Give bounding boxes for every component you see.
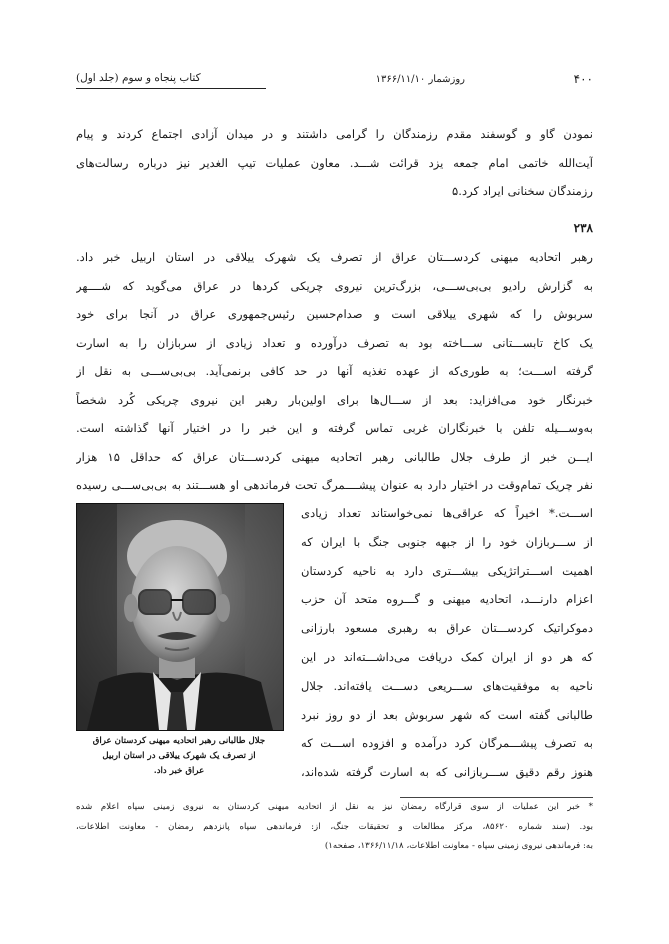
- paragraph-2: [76, 243, 593, 500]
- header-rule: [76, 88, 266, 89]
- footnote: [76, 798, 593, 857]
- text-line: طالبانی گفته است که شهر سربوش بعد از دو روز نبرد: [301, 707, 593, 722]
- text-line: نمودن گاو و گوسفند مقدم رزمندگان را گرامی داشتند و در میدان آزادی اجتماع کردند و پیام: [76, 127, 593, 141]
- text-line: سربوش را که شهری ییلاقی است و صدام‌حسین رئیس‌جمهوری عراق در آنجا برای خود: [76, 307, 593, 321]
- text-line: یک کاخ تابســـتانی ســـاخته بود به تصرف درآورده و تعداد زیادی از سربازان را به اسارت: [76, 335, 593, 350]
- page-number: ۴۰۰: [573, 72, 593, 86]
- text-line: هنوز رقم دقیق ســـربازانی که به اسارت گرفته شده‌اند،: [301, 765, 593, 780]
- section-number: ۲۳۸: [573, 221, 593, 235]
- text-line: که هر دو از ایران کمک دریافت می‌داشـــته‌اند در این: [301, 649, 593, 664]
- text-line: ناحیه به موفقیت‌های ســـریعی دســـت یافته‌اند. جلال: [301, 678, 593, 693]
- text-line: اعزام دارنـــد، اتحادیه میهنی و گـــروه متحد آن حزب: [301, 592, 593, 607]
- text-line: آیت‌الله خاتمی امام جمعه یزد قرائت شـــد. معاون عملیات تیپ الغدیر نیز درباره رسالت‌های: [76, 155, 593, 170]
- paragraph-1: [76, 120, 593, 206]
- caption-line: جلال طالبانی رهبر اتحادیه میهنی کردستان عراق: [92, 736, 266, 746]
- paragraph-2-wrapped: [301, 499, 593, 787]
- footnote-line: به: فرماندهی نیروی زمینی سپاه - معاونت اطلاعات، ۱۳۶۶/۱۱/۱۸، صفحه۱): [324, 841, 593, 851]
- text-line: به گزارش رادیو بی‌بی‌ســـی، بزرگ‌ترین نیروی چریکی کردها در عراق می‌گوید که شــــهر: [76, 278, 593, 293]
- text-line: گرفته اســـت؛ به طوری‌که از عهده تغذیه آنها در حد کافی برنمی‌آید. بی‌بی‌ســـی به نقل از: [76, 364, 593, 378]
- text-line: به‌وســـیله تلفن با خبرنگاران غربی تماس گرفته و این خبر را در اختیار آنها گذاشته است.: [76, 421, 593, 435]
- text-line: دموکراتیک کردســـتان عراق به رهبری مسعود بارزانی: [301, 621, 593, 636]
- caption-line: از تصرف یک شهرک ییلاقی در استان اربیل: [102, 751, 256, 761]
- footnote-line: بود. (سند شماره ۸۵۶۲۰، مرکز مطالعات و تحقیقات جنگ، از: فرماندهی سپاه پانزدهم رمضان - معاونت اطلاعات،: [76, 821, 593, 832]
- text-line: از ســـربازان خود را از جبهه جنوبی جنگ با ایران که: [301, 534, 593, 549]
- text-line: رهبر اتحادیه میهنی کردســـتان عراق از تصرف یک شهرک ییلاقی در استان اربیل خبر داد.: [76, 250, 593, 264]
- footnote-line: * خبر این عملیات از سوی قرارگاه رمضان نیز به نقل از اتحادیه میهنی کردستان به نیروی زمینی سپاه اعلام شده: [76, 802, 593, 812]
- text-line: به تصرف پیشـــمرگان کرد درآمده و افزوده اســـت که: [301, 736, 593, 751]
- portrait-photo: [76, 503, 284, 731]
- text-line: خبرنگار خود می‌افزاید: بعد از ســـال‌ها برای اولین‌بار رهبر این نیروی چریکی کُرد شخصاً: [76, 392, 593, 407]
- text-line: ایـــن خبر از طرف جلال طالبانی رهبر اتحادیه میهنی کردســـتان عراق که حداقل ۱۵ هزار: [76, 449, 593, 464]
- text-line: نفر چریک تمام‌وقت در اختیار دارد به عنوان پیشــــمرگ تحت فرماندهی او هســـتند به بی‌بی‌ســـی رسیده: [76, 478, 593, 492]
- page-header: [76, 72, 593, 94]
- text-line: رزمندگان سخنانی ایراد کرد.۵: [452, 184, 593, 198]
- text-line: اهمیت اســـتراتژیکی بیشـــتری دارد به ناحیه کردستان: [301, 563, 593, 578]
- header-book-title: کتاب پنجاه و سوم (جلد اول): [76, 72, 201, 84]
- photo-caption: [76, 734, 282, 779]
- caption-line: عراق خبر داد.: [153, 766, 205, 776]
- text-line: اســـت.* اخیراً که عراقی‌ها نمی‌خواستاند تعداد زیادی: [301, 506, 593, 520]
- header-date: روزشمار ۱۳۶۶/۱۱/۱۰: [375, 74, 465, 85]
